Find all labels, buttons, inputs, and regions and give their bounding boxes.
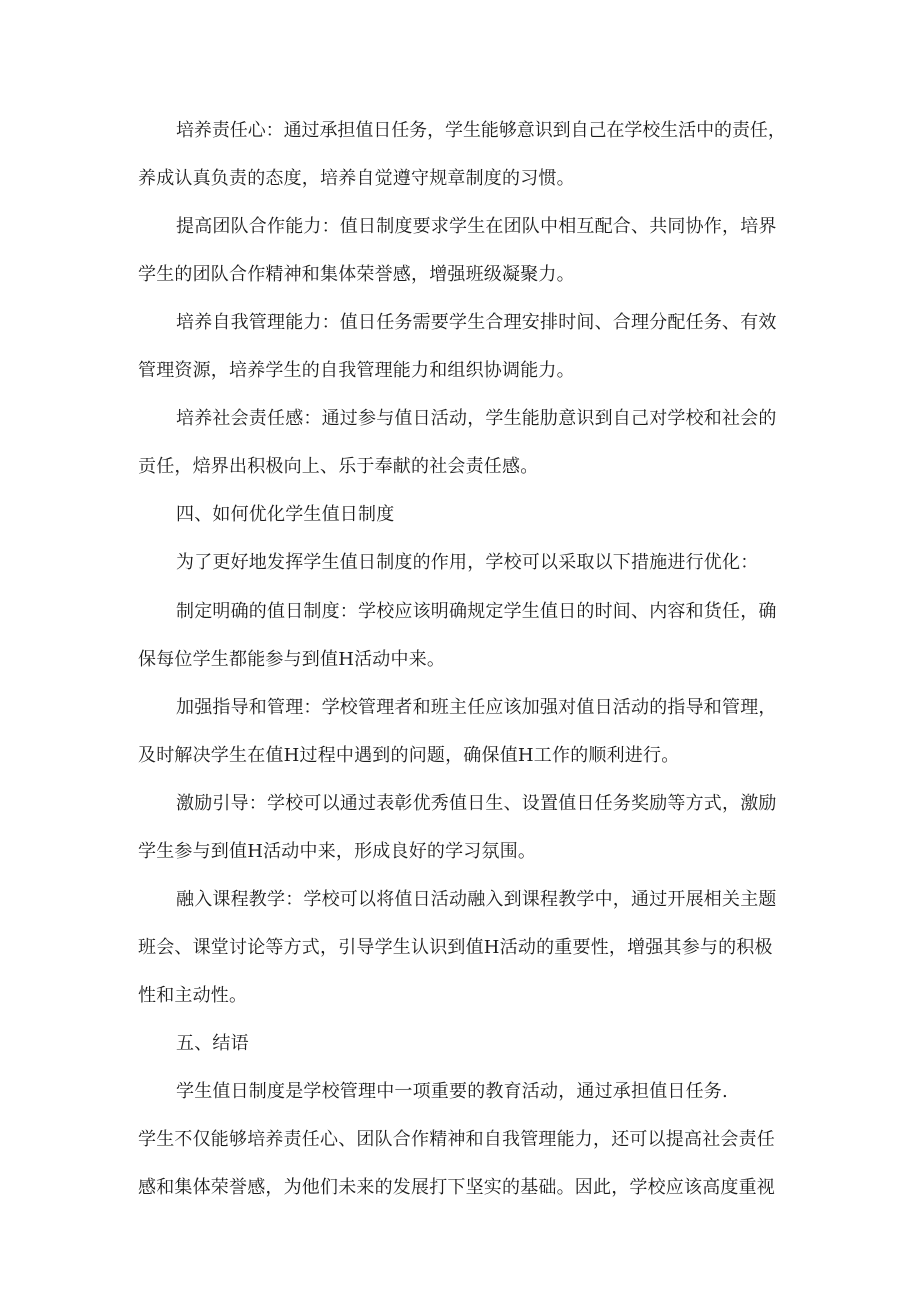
text-line: 学生的团队合作精神和集体荣誉感，增强班级凝聚力。 bbox=[138, 264, 575, 285]
text-line: 为了更好地发挥学生值日制度的作用，学校可以采取以下措施进行优化： bbox=[176, 552, 759, 573]
text-line: 贡任，焙界出积极向上、乐于奉献的社会责任感。 bbox=[138, 456, 539, 477]
text-line: 及时解决学生在值H过程中遇到的问题，确保值H工作的顺利进行。 bbox=[138, 745, 680, 766]
text-line: 学生参与到值H活动中来，形成良好的学习氛围。 bbox=[138, 841, 537, 862]
text-line: 感和集体荣誉感，为他们未来的发展打下坚实的基础。因此，学校应该高度重视 bbox=[138, 1177, 775, 1198]
text-line: 学生不仅能够培养责任心、团队合作精神和自我管理能力，还可以提高社会责任 bbox=[138, 1129, 775, 1150]
text-line: 培养自我管理能力：值日任务需要学生合理安排时间、合理分配任务、有效 bbox=[176, 312, 777, 333]
text-line: 性和主动性。 bbox=[138, 985, 248, 1006]
text-line: 制定明确的值日制度：学校应该明确规定学生值日的时间、内容和货任，确 bbox=[176, 601, 777, 622]
text-line: 学生值日制度是学校管理中一项重要的教育活动，通过承担值日任务. bbox=[176, 1081, 728, 1102]
text-line: 管理资源，培养学生的自我管理能力和组织协调能力。 bbox=[138, 360, 575, 381]
text-line: 提高团队合作能力：值日制度要求学生在团队中相互配合、共同协作，培界 bbox=[176, 216, 777, 237]
text-line: 培养社会责任感：通过参与值日活动，学生能肋意识到自己对学校和社会的 bbox=[176, 408, 777, 429]
section-heading: 四、如何优化学生值日制度 bbox=[176, 504, 395, 525]
text-line: 养成认真负责的态度，培养自觉遵守规章制度的习惯。 bbox=[138, 168, 575, 189]
text-line: 班会、课堂讨论等方式，引导学生认识到值H活动的重要性，增强其参与的积极 bbox=[138, 937, 773, 958]
text-line: 加强指导和管理：学校管理者和班主任应该加强对值日活动的指导和管理， bbox=[176, 697, 777, 718]
text-line: 保每位学生都能参与到值H活动中来。 bbox=[138, 649, 446, 670]
section-heading: 五、结语 bbox=[176, 1033, 249, 1054]
text-line: 激励引导：学校可以通过表彰优秀值日生、设置值日任务奖励等方式，激励 bbox=[176, 793, 777, 814]
text-line: 培养责任心：通过承担值日任务，学生能够意识到自己在学校生活中的责任， bbox=[176, 120, 786, 141]
text-line: 融入课程教学：学校可以将值日活动融入到课程教学中，通过开展相关主题 bbox=[176, 889, 777, 910]
